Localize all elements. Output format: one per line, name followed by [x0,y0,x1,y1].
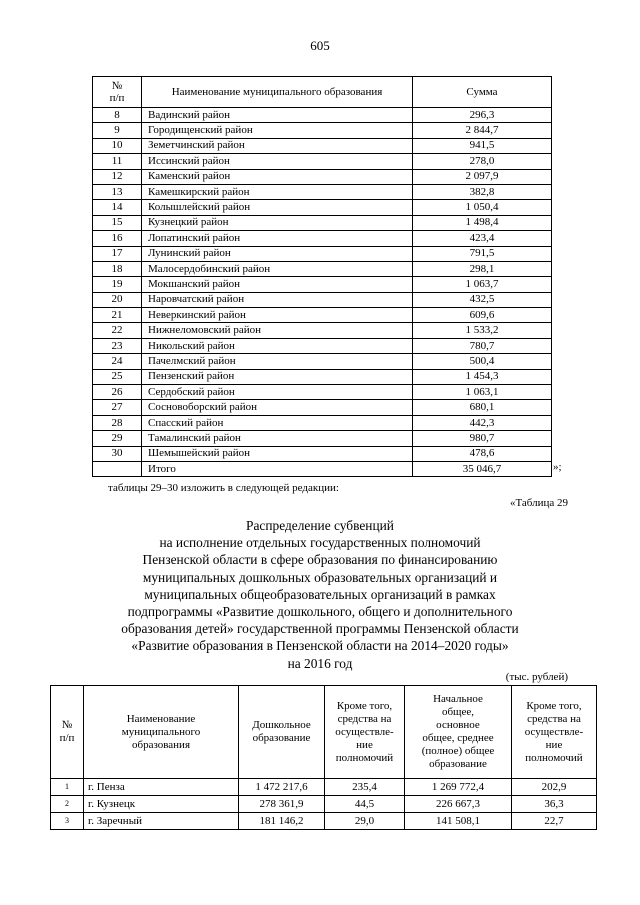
table-row [93,138,552,153]
row-number: 1 [51,779,84,796]
header-num: № п/п [93,77,142,108]
municipality-name: Спасский район [142,415,413,430]
table-row [93,446,552,461]
heading-line: «Развитие образования в Пензенской области на 2014–2020 годы» [131,638,509,654]
row-number: 15 [93,215,142,230]
table-row [93,261,552,276]
preschool-value: 1 472 217,6 [239,779,325,796]
instruction-text: таблицы 29–30 изложить в следующей редакции: [108,482,339,494]
row-sum: 1 063,1 [413,385,552,400]
municipality-name: Сердобский район [142,385,413,400]
row-number: 2 [51,796,84,813]
row-sum: 382,8 [413,184,552,199]
row-number: 13 [93,184,142,199]
row-sum: 432,5 [413,292,552,307]
municipality-name: Лопатинский район [142,231,413,246]
header-preschool: Дошкольное образование [239,686,325,779]
table-row [51,796,597,813]
row-sum: 500,4 [413,354,552,369]
row-number: 14 [93,200,142,215]
row-sum: 791,5 [413,246,552,261]
row-number: 8 [93,108,142,123]
header-name: Наименование муниципального образования [84,686,239,779]
municipality-name: Лунинский район [142,246,413,261]
row-sum: 680,1 [413,400,552,415]
row-number: 10 [93,138,142,153]
row-number: 26 [93,385,142,400]
row-sum: 1 063,7 [413,277,552,292]
municipality-name: Городищенский район [142,123,413,138]
heading-line: Распределение субвенций [246,518,394,533]
table-row [93,169,552,184]
table-header-row [93,77,552,108]
table-row [93,215,552,230]
row-number: 19 [93,277,142,292]
row-sum: 478,6 [413,446,552,461]
heading-line: на исполнение отдельных государственных полномочий [159,535,481,551]
table-row [93,154,552,169]
extra-value-1: 29,0 [325,813,405,830]
extra-value-2: 36,3 [512,796,597,813]
row-sum: 278,0 [413,154,552,169]
table-row [93,246,552,261]
row-number: 20 [93,292,142,307]
row-sum: 298,1 [413,261,552,276]
municipality-name: Пензенский район [142,369,413,384]
table-row [93,354,552,369]
row-number: 29 [93,431,142,446]
municipality-name: Земетчинский район [142,138,413,153]
quote-end: »; [553,461,562,473]
municipality-name: Никольский район [142,338,413,353]
row-sum: 1 498,4 [413,215,552,230]
row-number [93,461,142,476]
table-row [51,779,597,796]
header-extra-1: Кроме того, средства на осуществле- ние полномочий [325,686,405,779]
row-number: 18 [93,261,142,276]
row-number: 17 [93,246,142,261]
municipality-name: Малосердобинский район [142,261,413,276]
table-row [93,400,552,415]
table-row [93,385,552,400]
row-sum: 2 097,9 [413,169,552,184]
extra-value-2: 22,7 [512,813,597,830]
row-number: 24 [93,354,142,369]
municipality-name: Колышлейский район [142,200,413,215]
table-row [93,184,552,199]
municipality-name: Камешкирский район [142,184,413,199]
row-sum: 780,7 [413,338,552,353]
header-general: Начальное общее, основное общее, среднее (полное) общее образование [405,686,512,779]
row-number: 30 [93,446,142,461]
municipality-name: Тамалинский район [142,431,413,446]
row-number: 28 [93,415,142,430]
row-number: 3 [51,813,84,830]
heading-line: подпрограммы «Развитие дошкольного, общего и дополнительного [127,604,513,620]
header-extra-2: Кроме того, средства на осуществле- ние полномочий [512,686,597,779]
municipality-name: Шемышейский район [142,446,413,461]
table-row [93,108,552,123]
total-row [93,461,552,476]
table-heading [92,517,548,672]
table-row [93,308,552,323]
extra-value-1: 235,4 [325,779,405,796]
row-number: 25 [93,369,142,384]
header-sum: Сумма [413,77,552,108]
municipality-name: Иссинский район [142,154,413,169]
table-row [93,123,552,138]
subsidy-distribution-table [50,685,597,830]
table-body [51,779,597,830]
table-row [93,200,552,215]
row-sum: 980,7 [413,431,552,446]
municipality-name: Каменский район [142,169,413,184]
heading-line: на 2016 год [287,655,353,671]
municipality-name: Кузнецкий район [142,215,413,230]
units-label: (тыс. рублей) [505,671,568,683]
row-number: 22 [93,323,142,338]
heading-line: муниципальных дошкольных образовательных организаций и [142,569,498,585]
municipality-name: Итого [142,461,413,476]
row-sum: 2 844,7 [413,123,552,138]
municipality-name: Вадинский район [142,108,413,123]
preschool-value: 278 361,9 [239,796,325,813]
row-sum: 609,6 [413,308,552,323]
table-row [93,415,552,430]
row-sum: 1 533,2 [413,323,552,338]
municipality-name: Наровчатский район [142,292,413,307]
table-row [93,369,552,384]
header-num: № п/п [51,686,84,779]
row-sum: 941,5 [413,138,552,153]
subsidy-sum-table [92,76,552,477]
table-row [93,292,552,307]
table-row [93,277,552,292]
row-sum: 1 050,4 [413,200,552,215]
row-number: 27 [93,400,142,415]
header-name: Наименование муниципального образования [142,77,413,108]
row-number: 21 [93,308,142,323]
municipality-name: Нижнеломовский район [142,323,413,338]
table-row [93,431,552,446]
row-number: 23 [93,338,142,353]
table-row [51,813,597,830]
municipality-name: г. Кузнецк [84,796,239,813]
preschool-value: 181 146,2 [239,813,325,830]
page-number: 605 [310,38,330,53]
heading-line: муниципальных общеобразовательных организаций в рамках [144,586,496,602]
table-row [93,323,552,338]
municipality-name: г. Пенза [84,779,239,796]
extra-value-1: 44,5 [325,796,405,813]
table-body [93,108,552,477]
municipality-name: Неверкинский район [142,308,413,323]
row-sum: 1 454,3 [413,369,552,384]
municipality-name: Сосновоборский район [142,400,413,415]
general-value: 1 269 772,4 [405,779,512,796]
row-sum: 442,3 [413,415,552,430]
municipality-name: г. Заречный [84,813,239,830]
row-number: 12 [93,169,142,184]
extra-value-2: 202,9 [512,779,597,796]
table-label: «Таблица 29 [509,497,568,509]
general-value: 141 508,1 [405,813,512,830]
table-row [93,338,552,353]
row-sum: 423,4 [413,231,552,246]
table-header-row [51,686,597,779]
heading-line: Пензенской области в сфере образования по финансированию [142,552,498,568]
row-number: 11 [93,154,142,169]
municipality-name: Мокшанский район [142,277,413,292]
heading-line: образования детей» государственной программы Пензенской области [121,621,519,637]
general-value: 226 667,3 [405,796,512,813]
row-number: 9 [93,123,142,138]
row-sum: 296,3 [413,108,552,123]
row-number: 16 [93,231,142,246]
municipality-name: Пачелмский район [142,354,413,369]
table-row [93,231,552,246]
row-sum: 35 046,7 [413,461,552,476]
